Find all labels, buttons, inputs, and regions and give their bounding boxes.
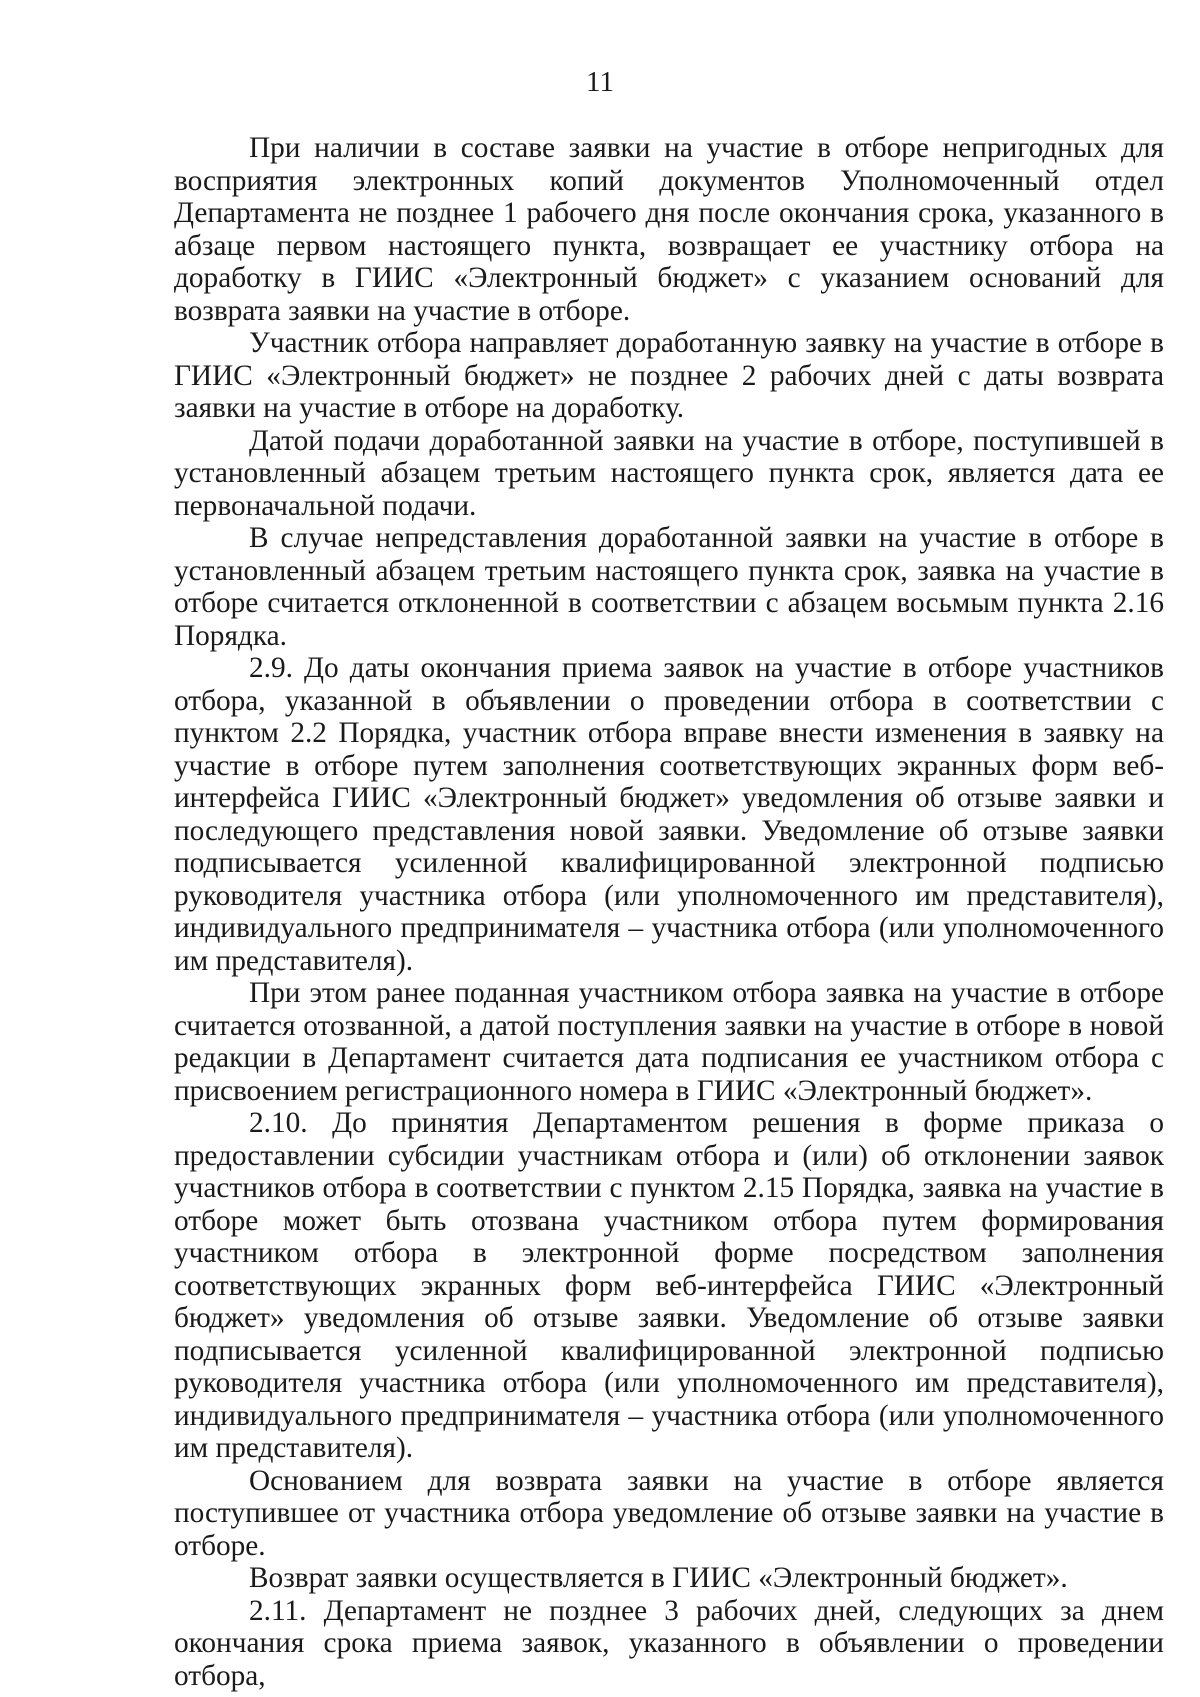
- paragraph: Возврат заявки осуществляется в ГИИС «Электронный бюджет».: [249, 1562, 1068, 1594]
- paragraph: При этом ранее поданная участником отбора заявка на участие в отборе считается отозванной, а датой поступления заявки на участие в отборе в новой редакции в Департамент считается дата подписания ее участником отбора с присвоением регистрационного номера в ГИИС «Электронный бюджет».: [174, 977, 1164, 1107]
- paragraph: Основанием для возврата заявки на участие в отборе является поступившее от участника отбора уведомление об отзыве заявки на участие в отборе.: [174, 1464, 1164, 1562]
- paragraph: 2.11. Департамент не позднее 3 рабочих дней, следующих за днем окончания срока приема заявок, указанного в объявлении о проведении отбора,: [174, 1594, 1164, 1692]
- paragraph: Датой подачи доработанной заявки на участие в отборе, поступившей в установленный абзацем третьим настоящего пункта срок, является дата ее первоначальной подачи.: [174, 424, 1164, 522]
- paragraph: В случае непредставления доработанной заявки на участие в отборе в установленный абзацем третьим настоящего пункта срок, заявка на участие в отборе считается отклоненной в соответствии с абзацем восьмым пункта 2.16 Порядка.: [174, 522, 1164, 652]
- paragraph: Участник отбора направляет доработанную заявку на участие в отборе в ГИИС «Электронный бюджет» не позднее 2 рабочих дней с даты возврата заявки на участие в отборе на доработку.: [174, 327, 1164, 424]
- paragraph: При наличии в составе заявки на участие в отборе непригодных для восприятия электронных копий документов Уполномоченный отдел Департамента не позднее 1 рабочего дня после окончания срока, указанного в абзаце первом настоящего пункта, возвращает ее участнику отбора на доработку в ГИИС «Электронный бюджет» с указанием оснований для возврата заявки на участие в отборе.: [174, 132, 1164, 327]
- page-number: 11: [586, 66, 614, 98]
- document-body: [174, 132, 1164, 1692]
- paragraph: 2.9. До даты окончания приема заявок на участие в отборе участников отбора, указанной в объявлении о проведении отбора в соответствии с пунктом 2.2 Порядка, участник отбора вправе внести изменения в заявку на участие в отборе путем заполнения соответствующих экранных форм веб-интерфейса ГИИС «Электронный бюджет» уведомления об отзыве заявки и последующего представления новой заявки. Уведомление об отзыве заявки подписывается усиленной квалифицированной электронной подписью руководителя участника отбора (или уполномоченного им представителя), индивидуального предпринимателя – участника отбора (или уполномоченного им представителя).: [174, 652, 1164, 977]
- paragraph: 2.10. До принятия Департаментом решения в форме приказа о предоставлении субсидии участникам отбора и (или) об отклонении заявок участников отбора в соответствии с пунктом 2.15 Порядка, заявка на участие в отборе может быть отозвана участником отбора путем формирования участником отбора в электронной форме посредством заполнения соответствующих экранных форм веб-интерфейса ГИИС «Электронный бюджет» уведомления об отзыве заявки. Уведомление об отзыве заявки подписывается усиленной квалифицированной электронной подписью руководителя участника отбора (или уполномоченного им представителя), индивидуального предпринимателя – участника отбора (или уполномоченного им представителя).: [174, 1107, 1164, 1464]
